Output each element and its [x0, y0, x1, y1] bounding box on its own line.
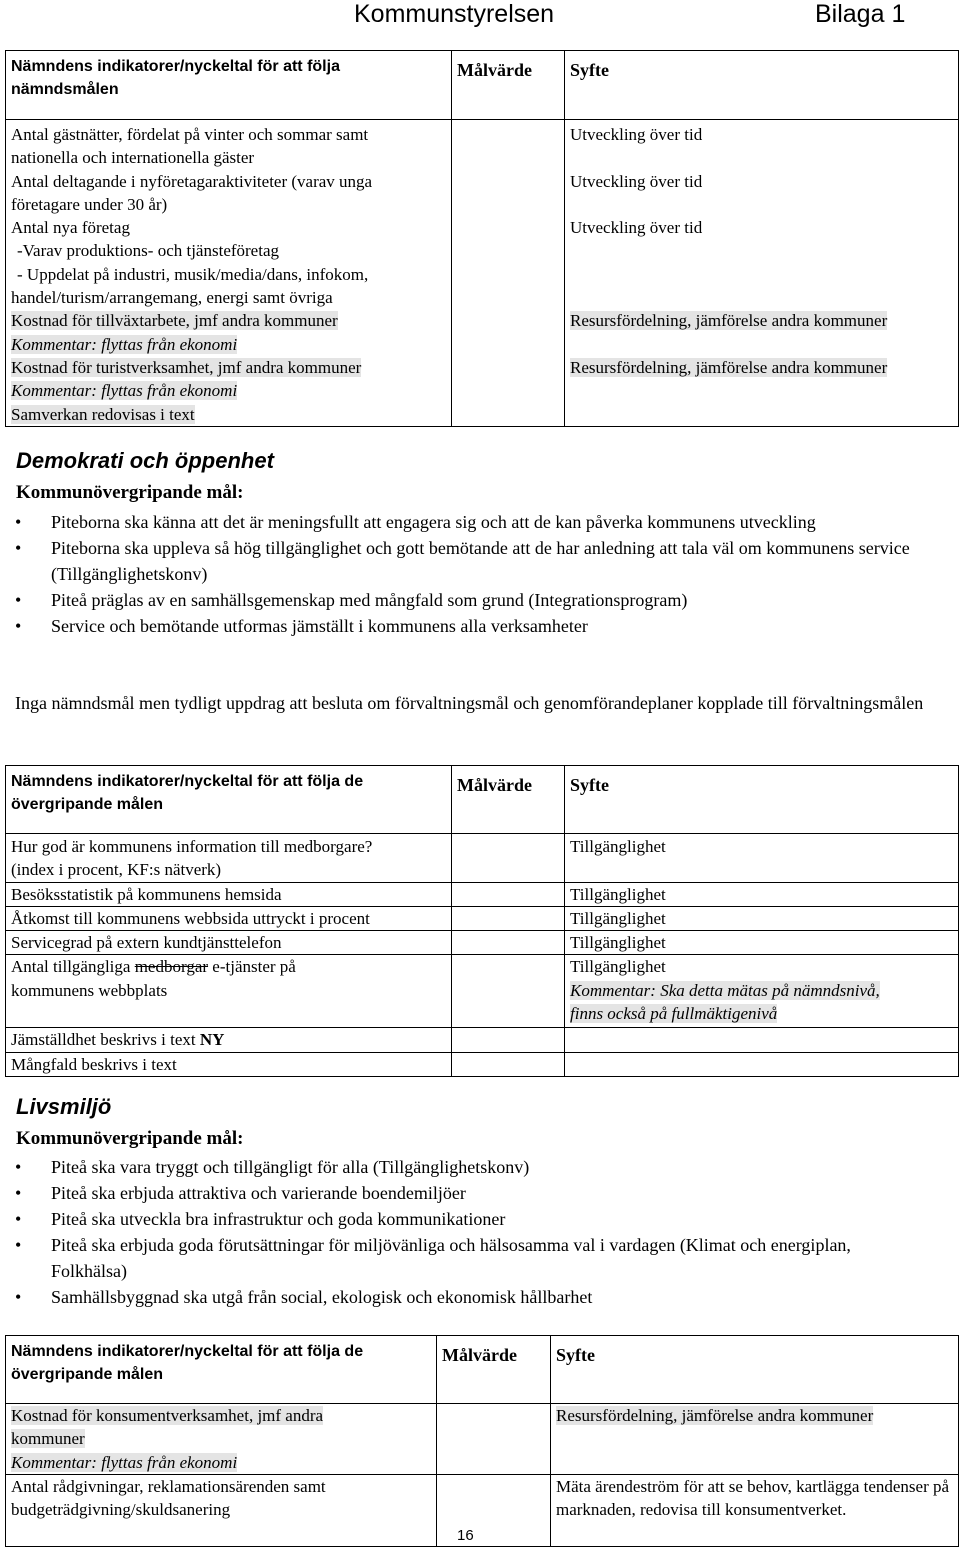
- bullet-icon: •: [15, 538, 22, 558]
- syfte-line: [570, 263, 954, 286]
- list-item: [15, 509, 915, 535]
- document-title: Kommunstyrelsen: [354, 0, 555, 28]
- syfte-line: [570, 333, 954, 356]
- indicator-line: Jämställdhet beskrivs i text NY: [11, 1030, 225, 1050]
- indicator-line: Antal rådgivningar, reklamationsärenden samt: [11, 1476, 326, 1496]
- header-syfte: Syfte: [565, 51, 959, 120]
- indicator-cell: [6, 120, 452, 427]
- indicator-table-1: [5, 50, 959, 427]
- syfte-line: Utveckling över tid: [570, 125, 703, 144]
- syfte-line: Utveckling över tid: [570, 218, 703, 238]
- indicator-line: budgeträdgivning/skuldsanering: [11, 1500, 231, 1520]
- list-item: [15, 1180, 915, 1206]
- indicator-line: Besöksstatistik på kommunens hemsida: [11, 884, 282, 904]
- syfte-line: [570, 286, 954, 309]
- indicator-cell: [6, 882, 452, 906]
- goal-text: Piteå ska vara tryggt och tillgängligt för alla (Tillgänglighetskonv): [51, 1157, 530, 1177]
- indicator-line: Antal gästnätter, fördelat på vinter och sommar samt: [11, 125, 369, 144]
- malvarde-cell: [437, 1404, 551, 1475]
- indicator-line: - Uppdelat på industri, musik/media/dans, infokom,: [17, 264, 369, 284]
- syfte-line: Resursfördelning, jämförelse andra kommuner: [570, 311, 888, 331]
- malvarde-cell: [452, 931, 565, 955]
- list-item: [15, 1154, 915, 1180]
- indicator-line: Antal deltagande i nyföretagaraktiviteter (varav unga: [11, 171, 373, 191]
- indicator-line: Antal tillgängliga medborgar e-tjänster på: [11, 957, 296, 977]
- syfte-cell: [565, 834, 959, 883]
- bullet-icon: •: [15, 590, 22, 610]
- table-row: [6, 1474, 959, 1546]
- syfte-line: Resursfördelning, jämförelse andra kommuner: [570, 357, 888, 377]
- bullet-icon: •: [15, 1287, 22, 1307]
- syfte-line: [570, 193, 954, 216]
- indicator-line: företagare under 30 år): [11, 194, 168, 214]
- mandate-paragraph: Inga nämndsmål men tydligt uppdrag att besluta om förvaltningsmål och genomförandeplaner kopplade till förvaltningsmålen: [15, 693, 924, 713]
- indicator-cell: [6, 1028, 452, 1052]
- indicator-cell: [6, 1474, 437, 1546]
- bullet-icon: •: [15, 616, 22, 636]
- goals-title: Kommunövergripande mål:: [16, 1128, 244, 1149]
- indicator-cell: [6, 1404, 437, 1475]
- syfte-cell: [565, 882, 959, 906]
- indicator-line: Mångfald beskrivs i text: [11, 1054, 177, 1074]
- list-item: [15, 587, 915, 613]
- comment-line: Kommentar: Ska detta mätas på nämndsnivå,: [570, 980, 880, 1000]
- indicator-cell: [6, 955, 452, 1028]
- table-row: [6, 1028, 959, 1052]
- goal-text: Piteå ska erbjuda goda förutsättningar för miljövänliga och hälsosamma val i vardagen (Klimat och energiplan, Folkhälsa): [51, 1235, 851, 1281]
- indicator-line: Kostnad för turistverksamhet, jmf andra kommuner: [11, 357, 362, 377]
- indicator-line: handel/turism/arrangemang, energi samt övriga: [11, 288, 333, 308]
- malvarde-cell: [437, 1474, 551, 1546]
- syfte-line: Tillgänglighet: [570, 837, 666, 856]
- bullet-icon: •: [15, 512, 22, 532]
- goal-text: Piteå ska erbjuda attraktiva och varierande boendemiljöer: [51, 1183, 466, 1203]
- indicator-line: kommunens webbplats: [11, 980, 168, 1000]
- header-malvarde: Målvärde: [437, 1336, 551, 1404]
- malvarde-cell: [452, 1028, 565, 1052]
- indicator-line: kommuner: [11, 1429, 85, 1449]
- header-malvarde: Målvärde: [452, 766, 565, 834]
- header-syfte: Syfte: [565, 766, 959, 834]
- syfte-cell: [565, 120, 959, 427]
- goal-text: Piteborna ska uppleva så hög tillgänglighet och gott bemötande att de har anledning att tala väl om kommunens service (Tillgänglighetskonv): [51, 538, 910, 584]
- goal-text: Piteborna ska känna att det är meningsfullt att engagera sig och att de kan påverka kommunens utveckling: [51, 512, 816, 532]
- goal-text: Samhällsbyggnad ska utgå från social, ekologisk och ekonomisk hållbarhet: [51, 1287, 593, 1307]
- comment-line: finns också på fullmäktigenivå: [570, 1004, 778, 1024]
- page-number: 16: [457, 1527, 474, 1544]
- malvarde-cell: [452, 1052, 565, 1076]
- table-row: [6, 931, 959, 955]
- indicator-line: Antal nya företag: [11, 218, 130, 238]
- section-title-livsmiljo: Livsmiljö: [16, 1094, 112, 1119]
- syfte-cell: [565, 955, 959, 1028]
- bullet-icon: •: [15, 1183, 22, 1203]
- table-row: [6, 834, 959, 883]
- indicator-table-3: [5, 1335, 959, 1547]
- syfte-line: Tillgänglighet: [570, 908, 666, 928]
- syfte-cell: [565, 1052, 959, 1076]
- syfte-line: Tillgänglighet: [570, 933, 666, 953]
- new-marker: NY: [199, 1030, 225, 1050]
- bullet-icon: •: [15, 1209, 22, 1229]
- list-item: [15, 613, 915, 639]
- list-item: [15, 535, 915, 587]
- syfte-line: Utveckling över tid: [570, 171, 703, 191]
- table-row: [6, 120, 959, 427]
- malvarde-cell: [452, 834, 565, 883]
- comment-line: Kommentar: flyttas från ekonomi: [11, 381, 238, 401]
- indicator-cell: [6, 931, 452, 955]
- table-header-row: [6, 1336, 959, 1404]
- list-item: [15, 1206, 915, 1232]
- syfte-line: [570, 239, 954, 262]
- indicator-line: nationella och internationella gäster: [11, 148, 255, 168]
- header-indicator: Nämndens indikatorer/nyckeltal för att följa de övergripande målen: [6, 1336, 437, 1404]
- goal-text: Service och bemötande utformas jämställt i kommunens alla verksamheter: [51, 616, 588, 636]
- malvarde-cell: [452, 120, 565, 427]
- bullet-icon: •: [15, 1235, 22, 1255]
- syfte-cell: [565, 931, 959, 955]
- indicator-line: Åtkomst till kommunens webbsida uttryckt i procent: [11, 908, 370, 928]
- comment-line: Kommentar: flyttas från ekonomi: [11, 334, 238, 354]
- table-row: [6, 1404, 959, 1475]
- malvarde-cell: [452, 955, 565, 1028]
- indicator-line: Kostnad för konsumentverksamhet, jmf andra: [11, 1406, 324, 1425]
- table-header-row: [6, 766, 959, 834]
- indicator-line: (index i procent, KF:s nätverk): [11, 860, 222, 880]
- syfte-line: Mäta ärendeström för att se behov, kartlägga tendenser på marknaden, redovisa till konsumentverket.: [556, 1476, 950, 1520]
- syfte-cell: [565, 1028, 959, 1052]
- indicator-cell: [6, 1052, 452, 1076]
- syfte-line: Tillgänglighet: [570, 957, 666, 977]
- malvarde-cell: [452, 882, 565, 906]
- table-row: [6, 1052, 959, 1076]
- syfte-cell: [565, 906, 959, 930]
- syfte-cell: [551, 1474, 959, 1546]
- goal-text: Piteå ska utveckla bra infrastruktur och goda kommunikationer: [51, 1209, 506, 1229]
- list-item: [15, 1284, 915, 1310]
- indicator-cell: [6, 834, 452, 883]
- header-syfte: Syfte: [551, 1336, 959, 1404]
- syfte-line: Resursfördelning, jämförelse andra kommuner: [556, 1406, 874, 1425]
- syfte-line: [570, 146, 954, 169]
- indicator-line: -Varav produktions- och tjänsteföretag: [17, 241, 279, 261]
- goals-list: [15, 509, 915, 639]
- comment-line: Kommentar: flyttas från ekonomi: [11, 1452, 238, 1472]
- header-indicator: Nämndens indikatorer/nyckeltal för att följa de övergripande målen: [6, 766, 452, 834]
- malvarde-cell: [452, 906, 565, 930]
- table-row: [6, 882, 959, 906]
- bullet-icon: •: [15, 1157, 22, 1177]
- syfte-cell: [551, 1404, 959, 1475]
- list-item: [15, 1232, 915, 1284]
- syfte-line: Tillgänglighet: [570, 884, 666, 904]
- header-indicator: Nämndens indikatorer/nyckeltal för att följa nämndsmålen: [6, 51, 452, 120]
- goals-list: [15, 1154, 915, 1310]
- indicator-line: Hur god är kommunens information till medborgare?: [11, 837, 373, 856]
- indicator-cell: [6, 906, 452, 930]
- goals-title: Kommunövergripande mål:: [16, 482, 244, 503]
- section-title-demokrati: Demokrati och öppenhet: [16, 448, 274, 473]
- table-row: [6, 955, 959, 1028]
- table-header-row: [6, 51, 959, 120]
- goal-text: Piteå präglas av en samhällsgemenskap med mångfald som grund (Integrationsprogram): [51, 590, 688, 610]
- indicator-line: Samverkan redovisas i text: [11, 404, 195, 424]
- indicator-line: Servicegrad på extern kundtjänsttelefon: [11, 933, 282, 953]
- struck-text: medborgar: [134, 957, 209, 977]
- header-malvarde: Målvärde: [452, 51, 565, 120]
- attachment-label: Bilaga 1: [815, 0, 906, 28]
- indicator-line: Kostnad för tillväxtarbete, jmf andra kommuner: [11, 311, 338, 331]
- indicator-table-2: [5, 765, 959, 1077]
- table-row: [6, 906, 959, 930]
